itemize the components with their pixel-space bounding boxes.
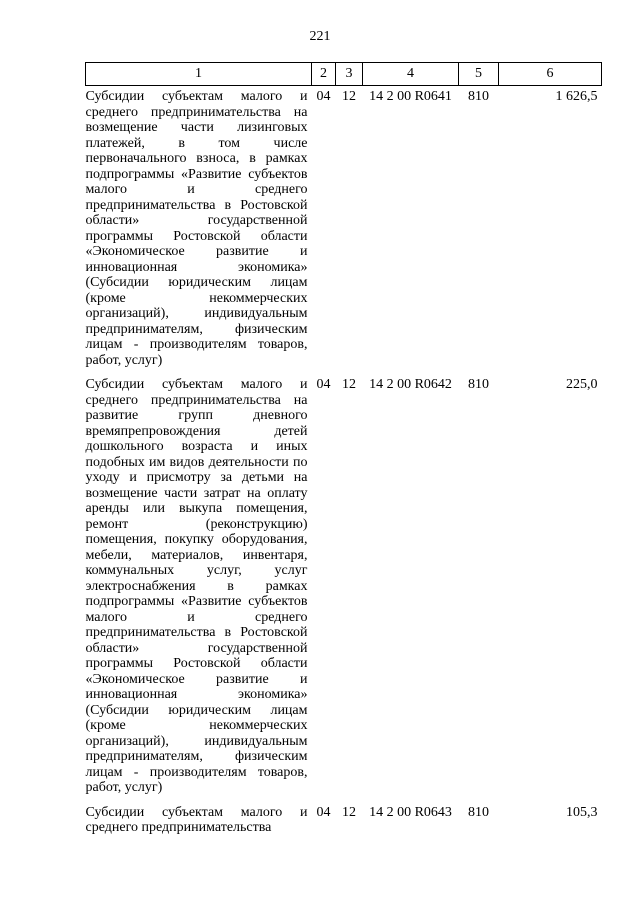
column-header: 1 — [86, 63, 312, 86]
page-number: 221 — [309, 29, 331, 44]
row-amount: 1 626,5 — [555, 89, 598, 104]
row-description: Субсидии субъектам малого и среднего предпринимательства на развитие групп дневного времяпрепровождения детей дошкольного возраста и иных подобных им видов деятельности по уходу и присмотру за детьми на возмещение части затрат на оплату аренды или выкупа помещения, ремонт (реконструкцию) помещения, покупку оборудования, мебели, материалов, инвентаря, коммунальных услуг, услуг электроснабжения в рамках подпрограммы «Развитие субъектов малого и среднего предпринимательства в Ростовской области» государственной программы Ростовской области «Экономическое развитие и инновационная экономика» (Субсидии юридическим лицам (кроме некоммерческих организаций), индивидуальным предпринимателям, физическим лицам - производителям товаров, работ, услуг) — [85, 377, 308, 795]
budget-table — [85, 62, 602, 842]
row-subsection-code: 12 — [342, 377, 356, 392]
row-subsection-code: 12 — [342, 89, 356, 104]
table-row — [86, 86, 602, 375]
column-header: 4 — [363, 63, 459, 86]
row-description: Субсидии субъектам малого и среднего предпринимательства — [85, 804, 308, 835]
row-section-code: 04 — [316, 377, 331, 392]
table-row — [86, 374, 602, 802]
row-section-code: 04 — [316, 804, 331, 820]
row-section-code: 04 — [316, 89, 331, 104]
row-expense-type: 810 — [468, 804, 489, 820]
row-target-code: 14 2 00 R0641 — [369, 89, 452, 104]
row-expense-type: 810 — [468, 377, 489, 392]
column-header: 5 — [459, 63, 499, 86]
column-header: 3 — [336, 63, 363, 86]
column-header: 6 — [499, 63, 602, 86]
row-target-code: 14 2 00 R0642 — [369, 377, 452, 392]
row-target-code: 14 2 00 R0643 — [369, 804, 452, 820]
table-header-row — [86, 63, 602, 86]
row-amount: 105,3 — [566, 804, 598, 820]
row-amount: 225,0 — [566, 377, 598, 392]
table-row — [86, 802, 602, 842]
column-header: 2 — [312, 63, 336, 86]
row-subsection-code: 12 — [342, 804, 356, 820]
row-expense-type: 810 — [468, 89, 489, 104]
row-description: Субсидии субъектам малого и среднего предпринимательства на возмещение части лизинговых платежей, в том числе первоначального взноса, в рамках подпрограммы «Развитие субъектов малого и среднего предпринимательства в Ростовской области» государственной программы Ростовской области «Экономическое развитие и инновационная экономика» (Субсидии юридическим лицам (кроме некоммерческих организаций), индивидуальным предпринимателям, физическим лицам - производителям товаров, работ, услуг) — [85, 89, 308, 368]
